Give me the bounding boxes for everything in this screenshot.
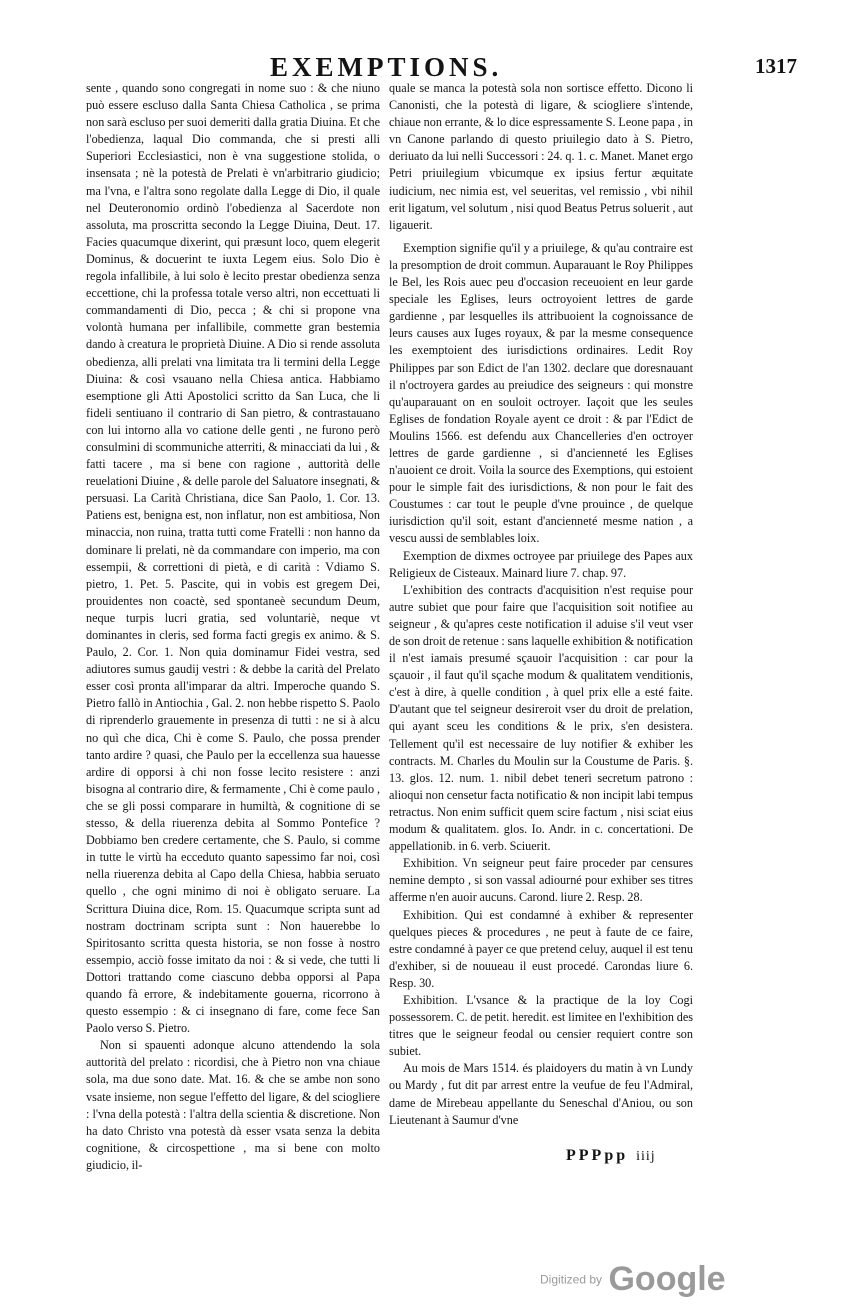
paragraph: L'exhibition des contracts d'acquisition n'est requise pour autre subiet que pour faire que l'acquisition soit notifiee au seigneur , & qu'apres ceste notification il aduise s'il veut vser de son droit de retenue : sans laquelle exhibition & notification il n'est iamais presumé sçauoir l'acquisition : car pour la sçauoir , il faut qu'il sçache modum & qualitatem venditionis, c'est à dire, à quelle condition , à quel prix elle a esté faite. D'autant que tel seigneur desireroit vser du droit de prelation, qui ayant sceu les conditions & le prix, s'en desistera. Tellement qu'il est necessaire de luy notifier & exhiber les contracts. M. Charles du Moulin sur la Coustume de Paris. §. 13. glos. 12. num. 1. nibil debet teneri secretum patrono : alioqui non censetur facta notificatio & non incipit labi tempus retractus. Non enim sufficit quem scire factum , nisi sciat eius modum & qualitatem. glos. Io. Andr. in c. concertationi. De appellationib. in 6. verb. Sciuerit. — [389, 582, 693, 854]
page-number: 1317 — [755, 54, 797, 78]
digitization-watermark — [540, 1260, 726, 1299]
paragraph: quale se manca la potestà sola non sortisce effetto. Dicono li Canonisti, che la potestà di ligare, & sciogliere s'intende, chiaue non errante, & lo dice espressamente S. Leone papa , in vn Canone parlando di questo priuilegio dato à S. Pietro, deriuato da lui nelli Successori : 24. q. 1. c. Manet. Manet ergo Petri priuilegium vbicumque ex ipsius fertur æquitate iudicium, nec nimia est, vel seueritas, vel remissio , vbi nihil erit ligatum, vel solutum , nisi quod Beatus Petrus soluerit , aut ligauerit. — [389, 81, 693, 232]
google-logo: Google — [608, 1260, 726, 1298]
running-head: EXEMPTIONS. — [270, 52, 503, 82]
signature-mark — [566, 1147, 656, 1165]
watermark-prefix: Digitized by — [540, 1272, 603, 1287]
paragraph: Non si spauenti adonque alcuno attendendo la sola auttorità del prelato : ricordisi, che à Pietro non vna chiaue sola, ma due sono date. Mat. 16. & che se ambe non sono vsate insieme, non segue l'effetto del ligare, & del sciogliere : l'vna della potestà : l'altra della scientia & discretione. Non ha dato Christo vna potestà dà esser vsata senza la debita cognitione, & circospettione , ma si bene con molto giudicio, il- — [86, 1038, 380, 1172]
folio-number: iiij — [636, 1149, 656, 1164]
right-column — [389, 80, 693, 1129]
paragraph: Au mois de Mars 1514. és plaidoyers du matin à vn Lundy ou Mardy , fut dit par arrest entre la veufue de feu l'Admiral, dame de Mirebeau appellante du Seneschal d'Aniou, ou son Lieutenant à Saumur d'vne — [389, 1061, 693, 1127]
paragraph: sente , quando sono congregati in nome suo : & che niuno può essere escluso dalla Santa Chiesa Catholica , se prima non sarà escluso per suoi demeriti dalla gratia Diuina. Et che l'obedienza, laqual Dio commanda, che si presti alli Superiori Ecclesiastici, non è vna suggestione stolida, o insensata ; nè la potestà de Prelati è vn'arbitrario giudicio; ma l'vna, e l'altra sono regolate dalla Legge di Dio, il quale nel Deuteronomio ordinò l'obedienza al Sacerdote non assoluta, ma proscritta secondo la Legge Diuina, Deut. 17. Facies quacumque dixerint, qui præsunt loco, quem elegerit Dominus, & docuerint te iuxta Legem eius. Solo Dio è regola infallibile, à lui solo è lecito prestar obedienza senza eccettione, chi la professa totale verso altri, non eccettuati li commandamenti di Dio, pecca ; & chi si propone vna volontà humana per infallibile, commette gran bestemia dando à creatura le proprietà Diuine. A Dio si rende assoluta obedienza, alli prelati vna limitata tra li termini della Legge Diuina: & così vsauano nella Chiesa antica. Habbiamo esemptione gli Atti Apostolici scritto da San Luca, che li fideli sentiuano il contrario di San pietro, & contrastauano con lui intorno alla vo catione delle genti , ne furono però consulmini di scommuniche atterriti, & minacciati da lui , & fatti tacere , ma si bene con ragione , auttorità delle reuelationi Diuine , & delle parole del Saluatore insegnati, & persuasi. La Carità Christiana, dice San Paolo, 1. Cor. 13. Patiens est, benigna est, non inflatur, non est ambitiosa, Non minaccia, non ruina, tratta tutti come Fratelli : non hanno da dominare li prelati, nè da commandare con imperio, ma con essempii, & correttioni di pietà, e di carità : Vdiamo S. pietro, 1. Pet. 5. Pascite, qui in vobis est gregem Dei, prouidentes non coactè, sed spontaneè secundum Deum, neque turpis lucri gratia, sed voluntariè, neque vt dominantes in cleris, sed forma facti gregis ex animo. & S. Paulo, 2. Cor. 1. Non quia dominamur Fidei vestra, sed adiutores sumus gaudij vestri : & debbe la carità del Prelato esser così pronta all'imparar da altri. Imperoche quando S. Pietro fallò in Antiochia , Gal. 2. non hebbe rispetto S. Paolo di riprenderlo grauemente in presenza di tutti : ne si à alcu no quì che dica, Chi è come S. Paulo, che possa prender tanto ardire ? quasi, che Paulo per la eccellenza sua hauesse ardire di opporsi à chi non fosse lecito resistere : anzi bisogna al contrario dire, & fermamente , Chi è come paulo , che se gli possi comparare in humiltà, & cognitione di se stesso, & della riuerenza debita al Sommo Pontefice ? Dobbiamo ben credere certamente, che S. Paulo, si comme in tutte le virtù ha ecceduto quanto sapessimo far noi, così nella riuerenza debita al Capo della Chiesa, habbia seruato quello , che ogni minimo di noi è obligato seruare. La Scrittura Diuina dice, Rom. 15. Quacumque scripta sunt ad nostram doctrinam scripta sunt : Non hauerebbe lo Spiritosanto scritta questa historia, se non fosse à nostro essempio, acciò fosse imitato da noi : & si vede, che tutti li Dottori trattando come ciascuno debba opporsi al Papa quando fà errore, & indebitamente gouerna, ricorrono à questo essempio : & ci insegnano di fare, come fece San Paolo verso S. Pietro. — [86, 81, 380, 1036]
signature-letters: PPPpp — [566, 1147, 629, 1164]
paragraph: Exemption signifie qu'il y a priuilege, & qu'au contraire est la presomption de droit commun. Auparauant le Roy Philippes le Bel, les Rois auec peu d'occasion receuoient en leur garde speciale les Eglises, leurs octroyoient lettres de garde gardienne , par lesquelles ils attribuoient la cognoissance de leurs causes aux Iuges royaux, & par la mesme consequence les exemptoient des iurisdictions ordinaires. Ledit Roy Philippes par son Edict de l'an 1302. declare que doresnauant il n'octroyera gardes au preiudice des seigneurs : qui monstre qu'auparauant on en souloit octroyer. Iaçoit que les seules Eglises de fondation Royale ayent ce droit : & par l'Edict de Moulins 1566. est defendu aux Chancelleries d'en octroyer lettres de garde gardienne , si d'ancienneté les Eglises n'auoient ce droit. Voila la source des Exemptions, qui estoient pour le simple fait des iurisdictions, & non pour le fait des Coustumes : car tout le peuple d'vne prouince , de quelque iurisdiction qu'il soit, estant d'ancienneté mesme nation , a vescu aussi de semblables loix. — [389, 240, 693, 546]
paragraph: Exhibition. Vn seigneur peut faire proceder par censures nemine dempto , si son vassal adiourné pour exhiber ses titres afferme n'en auoir aucuns. Carond. liure 2. Resp. 28. — [389, 856, 693, 905]
paragraph: Exhibition. Qui est condamné à exhiber & representer quelques pieces & procedures , ne peut à faute de ce faire, estre condamné à payer ce que pretend celuy, auquel il est tenu d'exhiber, si de nouueau il eust procedé. Carondas liure 6. Resp. 30. — [389, 907, 693, 990]
paragraph: Exemption de dixmes octroyee par priuilege des Papes aux Religieux de Cisteaux. Mainard liure 7. chap. 97. — [389, 548, 693, 580]
paragraph: Exhibition. L'vsance & la practique de la loy Cogi possessorem. C. de petit. heredit. est limitee en l'exhibition des titres que le seigneur feodal ou censier requiert contre son subiet. — [389, 992, 693, 1059]
left-column — [86, 80, 380, 1174]
